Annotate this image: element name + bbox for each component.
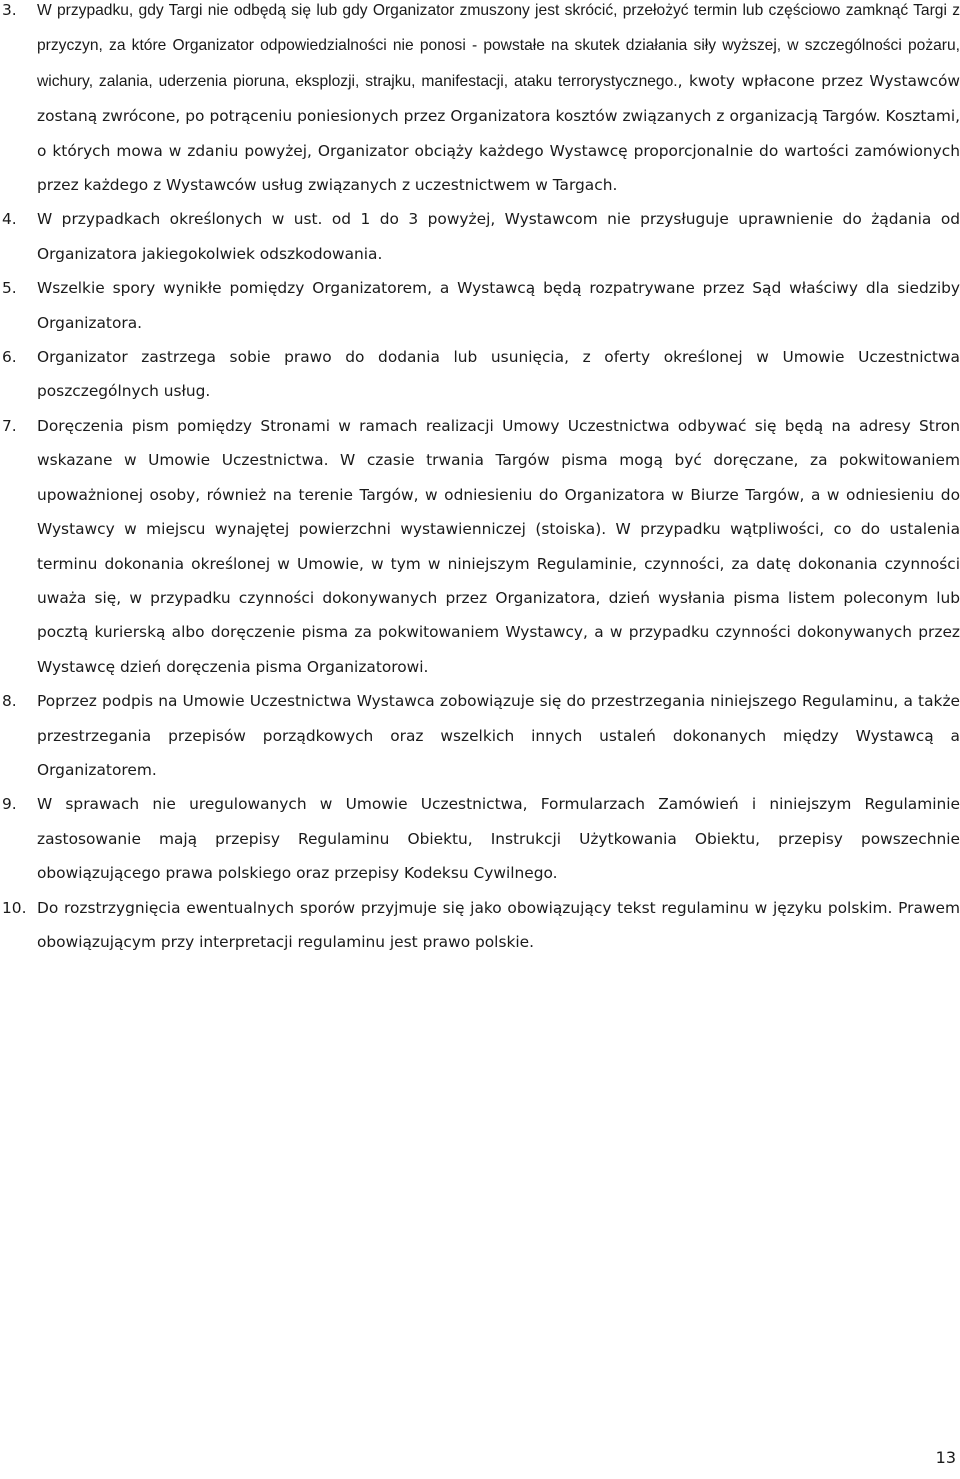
clause-10 bbox=[0, 891, 960, 960]
clause-text-segment: W przypadku, gdy Targi nie odbędą się lub gdy Organizator zmuszony jest skrócić, przełożyć termin lub częściowo zamknąć Targi z przyczyn, za które Organizator odpowiedzialności nie ponosi - powstałe na skutek działania siły wyższej, w szczególności pożaru, wichury, zalania, uderzenia pioruna, eksplozji, strajku, manifestacji, ataku terrorystycznego. bbox=[37, 2, 960, 90]
clause-text bbox=[37, 0, 960, 202]
clause-number: 3. bbox=[2, 1, 17, 19]
clause-4 bbox=[0, 202, 960, 271]
clause-number: 10. bbox=[2, 898, 27, 917]
clause-8 bbox=[0, 684, 960, 787]
clause-5 bbox=[0, 271, 960, 340]
clause-text: Doręczenia pism pomiędzy Stronami w ramach realizacji Umowy Uczestnictwa odbywać się będą na adresy Stron wskazane w Umowie Uczestnictwa. W czasie trwania Targów pisma mogą być doręczane, za pokwitowaniem upoważnionej osoby, również na terenie Targów, w odniesieniu do Organizatora w Biurze Targów, a w odniesieniu do Wystawcy w miejscu wynajętej powierzchni wystawienniczej (stoiska). W przypadku wątpliwości, co do ustalenia terminu dokonania określonej w Umowie, w tym w niniejszym Regulaminie, czynności, za datę dokonania czynności uważa się, w przypadku czynności dokonywanych przez Organizatora, dzień wysłania pisma listem poleconym lub pocztą kurierską albo doręczenie pisma za pokwitowaniem Wystawcy, a w przypadku czynności dokonywanych przez Wystawcę dzień doręczenia pisma Organizatorowi. bbox=[37, 416, 960, 676]
clause-text: Organizator zastrzega sobie prawo do dodania lub usunięcia, z oferty określonej w Umowie Uczestnictwa poszczególnych usług. bbox=[37, 348, 960, 401]
clause-number: 7. bbox=[2, 416, 17, 435]
clause-3 bbox=[0, 0, 960, 202]
clause-text: W sprawach nie uregulowanych w Umowie Uczestnictwa, Formularzach Zamówień i niniejszym Regulaminie zastosowanie mają przepisy Regulaminu Obiektu, Instrukcji Użytkowania Obiektu, przepisy powszechnie obowiązującego prawa polskiego oraz przepisy Kodeksu Cywilnego. bbox=[37, 795, 960, 883]
clause-6 bbox=[0, 340, 960, 409]
clause-text-segment: , kwoty wpłacone przez Wystawców zostaną zwrócone, po potrąceniu poniesionych przez Organizatora kosztów związanych z organizacją Targów. Kosztami, o których mowa w zdaniu powyżej, Organizator obciąży każdego Wystawcę proporcjonalnie do wartości zamówionych przez każdego z Wystawców usług związanych z uczestnictwem w Targach. bbox=[37, 71, 960, 195]
clause-number: 9. bbox=[2, 795, 17, 814]
clause-text: Wszelkie spory wynikłe pomiędzy Organizatorem, a Wystawcą będą rozpatrywane przez Sąd właściwy dla siedziby Organizatora. bbox=[37, 279, 960, 332]
clause-text: W przypadkach określonych w ust. od 1 do 3 powyżej, Wystawcom nie przysługuje uprawnienie do żądania od Organizatora jakiegokolwiek odszkodowania. bbox=[37, 210, 960, 263]
clause-text: Poprzez podpis na Umowie Uczestnictwa Wystawca zobowiązuje się do przestrzegania niniejszego Regulaminu, a także przestrzegania przepisów porządkowych oraz wszelkich innych ustaleń dokonanych między Wystawcą a Organizatorem. bbox=[37, 692, 960, 779]
clause-number: 5. bbox=[2, 279, 17, 298]
clause-number: 8. bbox=[2, 692, 17, 711]
clause-9 bbox=[0, 787, 960, 890]
clause-7 bbox=[0, 409, 960, 684]
clause-number: 6. bbox=[2, 348, 17, 367]
page-number: 13 bbox=[935, 1448, 956, 1467]
clause-text: Do rozstrzygnięcia ewentualnych sporów przyjmuje się jako obowiązujący tekst regulaminu w języku polskim. Prawem obowiązującym przy interpretacji regulaminu jest prawo polskie. bbox=[37, 898, 960, 951]
clause-number: 4. bbox=[2, 210, 17, 229]
